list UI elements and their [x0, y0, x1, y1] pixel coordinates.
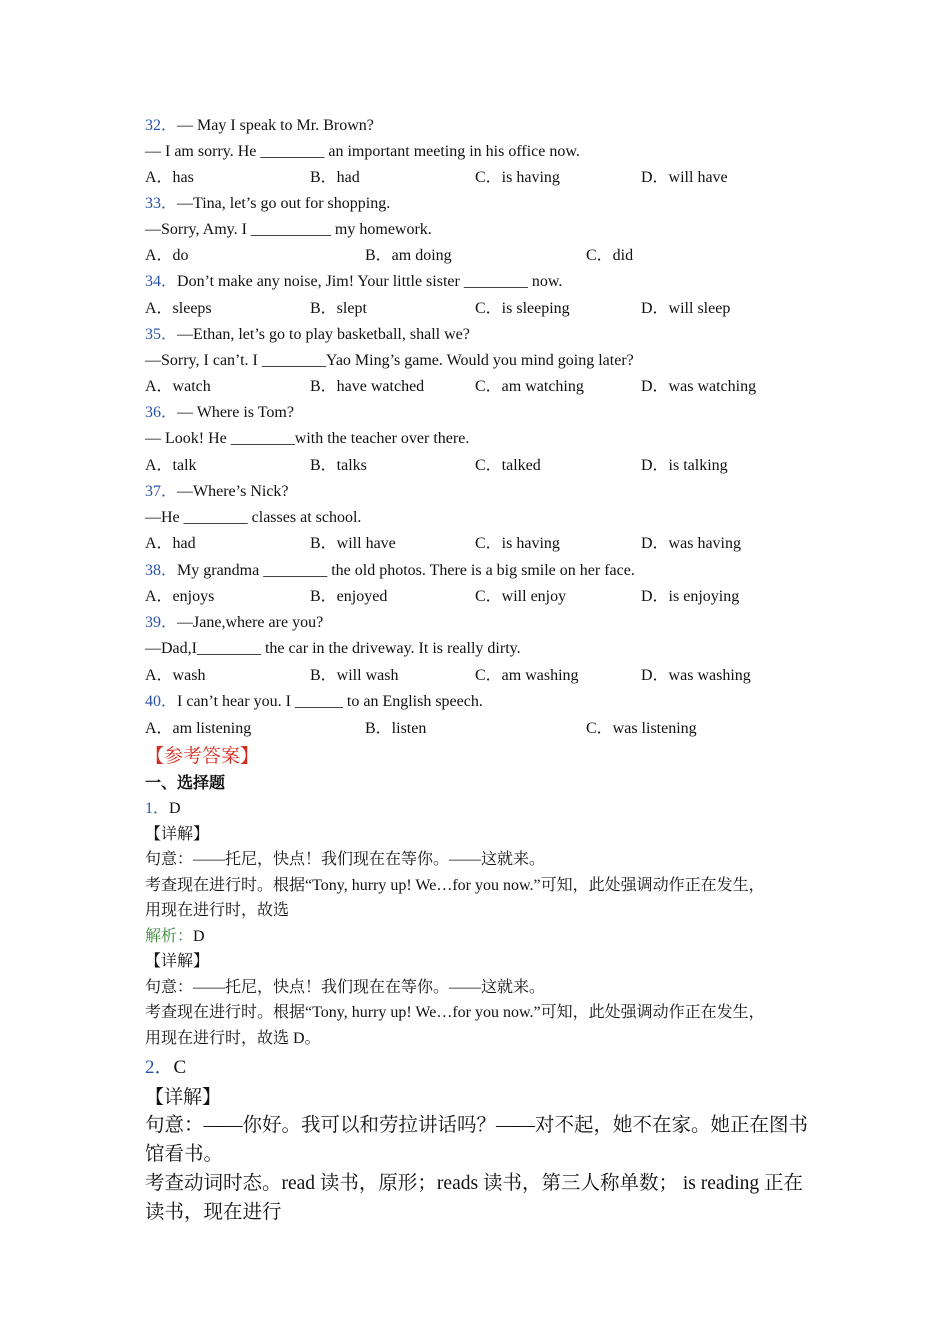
option-c[interactable]: C．will enjoy — [475, 588, 567, 605]
question-32-options — [145, 168, 845, 188]
option-a[interactable]: A．watch — [145, 378, 211, 395]
question-number: 32． — [145, 117, 178, 134]
option-c[interactable]: C．am watching — [475, 378, 584, 395]
option-a[interactable]: A．do — [145, 247, 189, 264]
answer-letter: C — [173, 1057, 187, 1078]
option-a[interactable]: A．talk — [145, 457, 197, 474]
option-b[interactable]: B．am doing — [365, 247, 452, 264]
question-40-options — [145, 719, 845, 739]
answer-2-line — [145, 1056, 186, 1080]
answer-key-heading: 【参考答案】 — [145, 746, 260, 767]
question-33-stem — [145, 194, 390, 214]
analysis-letter: D — [193, 928, 205, 945]
answer-1-explanation-line1: 考查现在进行时。根据“Tony, hurry up! We…for you now.”可知，此处强调动作正在发生， — [145, 877, 765, 894]
option-a[interactable]: A．has — [145, 169, 194, 186]
option-c[interactable]: C．is having — [475, 535, 560, 552]
answer-number: 1． — [145, 800, 170, 817]
answer-1-meaning: 句意：——托尼，快点！我们现在在等你。——这就来。 — [145, 851, 546, 868]
option-a[interactable]: A．enjoys — [145, 588, 215, 605]
option-a[interactable]: A．had — [145, 535, 196, 552]
question-text: — Where is Tom? — [177, 404, 294, 421]
question-40-stem — [145, 692, 483, 712]
answer-1-explanation2-line1: 考查现在进行时。根据“Tony, hurry up! We…for you now.”可知，此处强调动作正在发生， — [145, 1004, 765, 1021]
question-39-options — [145, 666, 845, 686]
option-d[interactable]: D．will sleep — [641, 300, 731, 317]
option-a[interactable]: A．wash — [145, 667, 206, 684]
question-number: 36． — [145, 404, 178, 421]
question-32-stem — [145, 116, 374, 136]
answer-1-explanation-line2: 用现在进行时，故选 — [145, 902, 290, 919]
detail-label: 【详解】 — [145, 826, 210, 843]
question-35-line2: —Sorry, I can’t. I ________Yao Ming’s game. Would you mind going later? — [145, 352, 634, 369]
question-34-options — [145, 299, 845, 319]
option-c[interactable]: C．is having — [475, 169, 560, 186]
option-c[interactable]: C．talked — [475, 457, 541, 474]
option-b[interactable]: B．will have — [310, 535, 396, 552]
option-c[interactable]: C．am washing — [475, 667, 579, 684]
question-37-stem — [145, 482, 289, 502]
question-text: —Tina, let’s go out for shopping. — [177, 195, 391, 212]
question-37-options — [145, 534, 845, 554]
question-text: — May I speak to Mr. Brown? — [177, 117, 374, 134]
answer-2-explanation-line1: 考查动词时态。read 读书，原形；reads 读书，第三人称单数； is reading 正在 — [145, 1173, 804, 1194]
question-number: 35． — [145, 326, 178, 343]
option-b[interactable]: B．slept — [310, 300, 367, 317]
option-d[interactable]: D．is talking — [641, 457, 728, 474]
option-c[interactable]: C．did — [586, 247, 634, 264]
option-b[interactable]: B．enjoyed — [310, 588, 388, 605]
question-32-line2: — I am sorry. He ________ an important meeting in his office now. — [145, 143, 580, 160]
detail-label-2: 【详解】 — [145, 953, 210, 970]
option-c[interactable]: C．was listening — [586, 720, 697, 737]
question-text: —Ethan, let’s go to play basketball, shall we? — [177, 326, 470, 343]
question-number: 33． — [145, 195, 178, 212]
option-d[interactable]: D．was watching — [641, 378, 757, 395]
question-38-stem — [145, 561, 635, 581]
question-text: My grandma ________ the old photos. There is a big smile on her face. — [177, 562, 635, 579]
question-number: 40． — [145, 693, 178, 710]
option-b[interactable]: B．listen — [365, 720, 427, 737]
question-36-options — [145, 456, 845, 476]
option-b[interactable]: B．talks — [310, 457, 367, 474]
option-b[interactable]: B．will wash — [310, 667, 399, 684]
question-36-stem — [145, 403, 294, 423]
detail-label-3: 【详解】 — [145, 1087, 222, 1108]
option-a[interactable]: A．sleeps — [145, 300, 212, 317]
question-35-options — [145, 377, 845, 397]
analysis-label: 解析： — [145, 928, 194, 945]
question-text: I can’t hear you. I ______ to an English speech. — [177, 693, 483, 710]
answer-letter: D — [169, 800, 181, 817]
analysis-line — [145, 927, 205, 947]
answer-2-explanation-line2: 读书，现在进行 — [145, 1202, 282, 1223]
question-36-line2: — Look! He ________with the teacher over there. — [145, 430, 470, 447]
question-35-stem — [145, 325, 470, 345]
question-34-stem — [145, 272, 562, 292]
question-39-line2: —Dad,I________ the car in the driveway. It is really dirty. — [145, 640, 521, 657]
option-d[interactable]: D．was washing — [641, 667, 751, 684]
option-b[interactable]: B．had — [310, 169, 360, 186]
question-number: 38． — [145, 562, 178, 579]
question-33-options — [145, 246, 845, 266]
answer-1-explanation2-line2: 用现在进行时，故选 D。 — [145, 1030, 321, 1047]
option-b[interactable]: B．have watched — [310, 378, 425, 395]
question-37-line2: —He ________ classes at school. — [145, 509, 362, 526]
option-d[interactable]: D．is enjoying — [641, 588, 740, 605]
option-d[interactable]: D．was having — [641, 535, 741, 552]
answer-1-meaning-2: 句意：——托尼，快点！我们现在在等你。——这就来。 — [145, 979, 546, 996]
section-heading: 一、选择题 — [145, 775, 226, 792]
option-a[interactable]: A．am listening — [145, 720, 252, 737]
question-number: 39． — [145, 614, 178, 631]
question-text: Don’t make any noise, Jim! Your little sister ________ now. — [177, 273, 563, 290]
question-text: —Jane,where are you? — [177, 614, 324, 631]
question-38-options — [145, 587, 845, 607]
answer-2-meaning-line1: 句意：——你好。我可以和劳拉讲话吗？——对不起，她不在家。她正在图书 — [145, 1115, 809, 1136]
question-39-stem — [145, 613, 323, 633]
question-number: 34． — [145, 273, 178, 290]
question-number: 37． — [145, 483, 178, 500]
answer-2-meaning-line2: 馆看书。 — [145, 1144, 224, 1165]
question-text: —Where’s Nick? — [177, 483, 289, 500]
option-d[interactable]: D．will have — [641, 169, 728, 186]
answer-1-line — [145, 799, 181, 819]
option-c[interactable]: C．is sleeping — [475, 300, 570, 317]
question-33-line2: —Sorry, Amy. I __________ my homework. — [145, 221, 432, 238]
answer-number: 2． — [145, 1057, 174, 1078]
